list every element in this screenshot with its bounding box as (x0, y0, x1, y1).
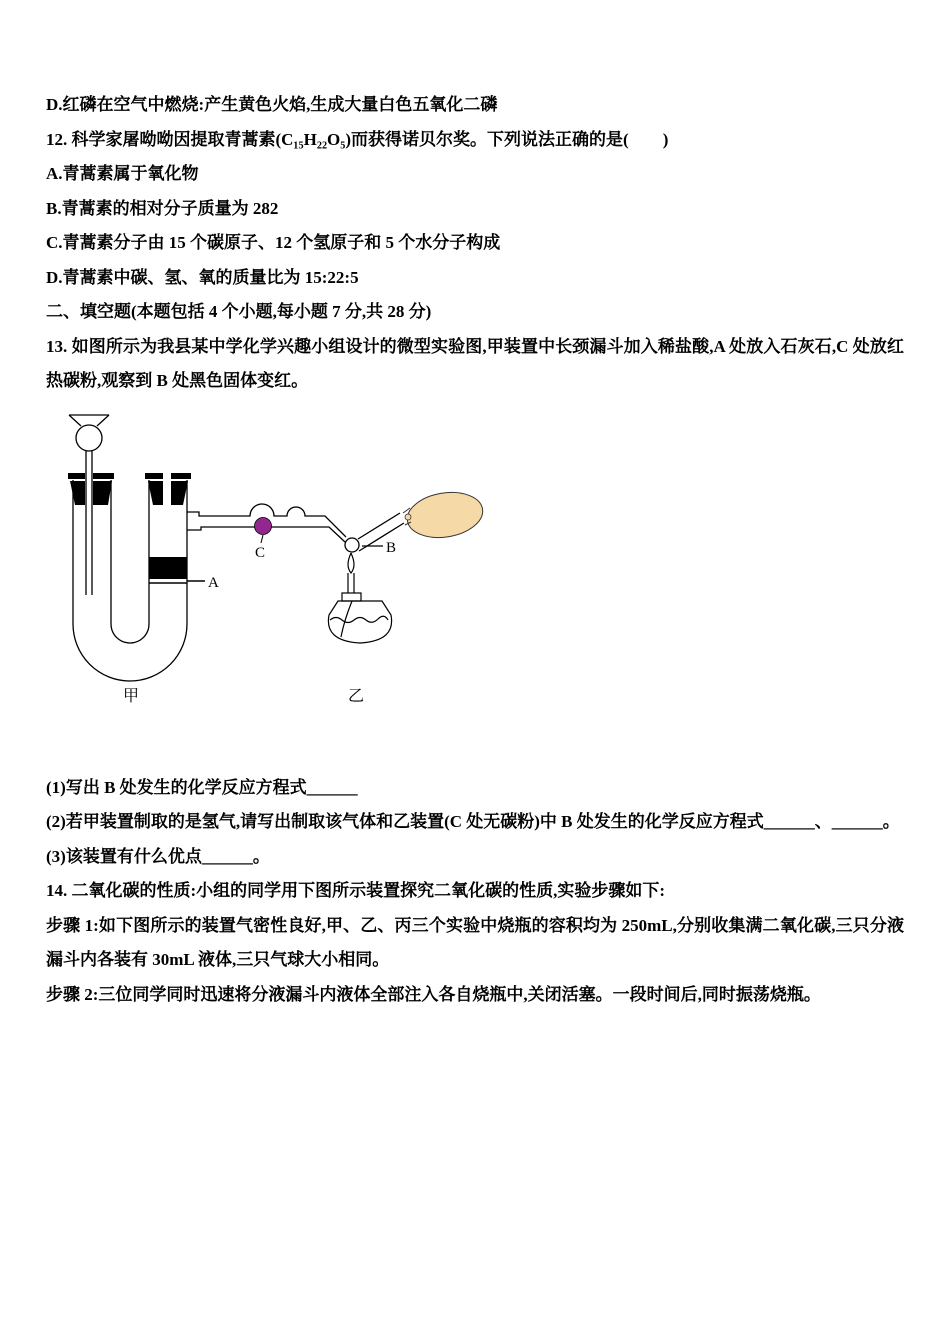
u-tube-icon (73, 480, 187, 681)
balloon-icon (403, 487, 486, 542)
diagram-label-a: A (208, 574, 219, 591)
q14-step1: 步骤 1:如下图所示的装置气密性良好,甲、乙、丙三个实验中烧瓶的容积均为 250mL,分别收集满二氧化碳,三只分液漏斗内各装有 30mL 液体,三只气球大小相同。 (46, 915, 904, 969)
q12-stem: 12. 科学家屠呦呦因提取青蒿素(C₁₅H₂₂O₅)而获得诺贝尔奖。下列说法正确的是( ) (46, 129, 669, 149)
diagram-label-c: C (255, 544, 266, 561)
c-pointer-line (261, 535, 263, 543)
q13-stem: 13. 如图所示为我县某中学化学兴趣小组设计的微型实验图,甲装置中长颈漏斗加入稀盐酸,A 处放入石灰石,C 处放红热碳粉,观察到 B 处黑色固体变红。 (46, 336, 904, 390)
q12-option-d: D.青蒿素中碳、氢、氧的质量比为 15:22:5 (46, 267, 359, 287)
alcohol-lamp-icon (328, 553, 391, 643)
q12-option-a: A.青蒿素属于氧化物 (46, 164, 199, 183)
q14-stem: 14. 二氧化碳的性质:小组的同学用下图所示装置探究二氧化碳的性质,实验步骤如下: (46, 881, 666, 900)
diagram-label-jia: 甲 (123, 687, 140, 705)
diagram-label-b: B (386, 539, 397, 556)
q11-option-d: D.红磷在空气中燃烧:产生黄色火焰,生成大量白色五氧化二磷 (46, 95, 498, 114)
limestone-band (149, 557, 187, 579)
q12-option-b: B.青蒿素的相对分子质量为 282 (46, 198, 279, 218)
section2-header: 二、填空题(本题包括 4 个小题,每小题 7 分,共 28 分) (46, 302, 432, 321)
delivery-tube-icon (187, 504, 404, 552)
q13-sub2: (2)若甲装置制取的是氢气,请写出制取该气体和乙装置(C 处无碳粉)中 B 处发生的化学反应方程式______、______。 (46, 812, 900, 831)
c-sample-ball (255, 517, 272, 534)
q13-sub1: (1)写出 B 处发生的化学反应方程式______ (46, 777, 358, 797)
q13-sub3: (3)该装置有什么优点______。 (46, 846, 270, 866)
diagram-label-yi: 乙 (348, 687, 365, 705)
q14-step2: 步骤 2:三位同学同时迅速将分液漏斗内液体全部注入各自烧瓶中,关闭活塞。一段时间后,同时振荡烧瓶。 (46, 984, 821, 1004)
apparatus-diagram (48, 409, 518, 709)
q12-option-c: C.青蒿素分子由 15 个碳原子、12 个氢原子和 5 个水分子构成 (46, 233, 501, 252)
